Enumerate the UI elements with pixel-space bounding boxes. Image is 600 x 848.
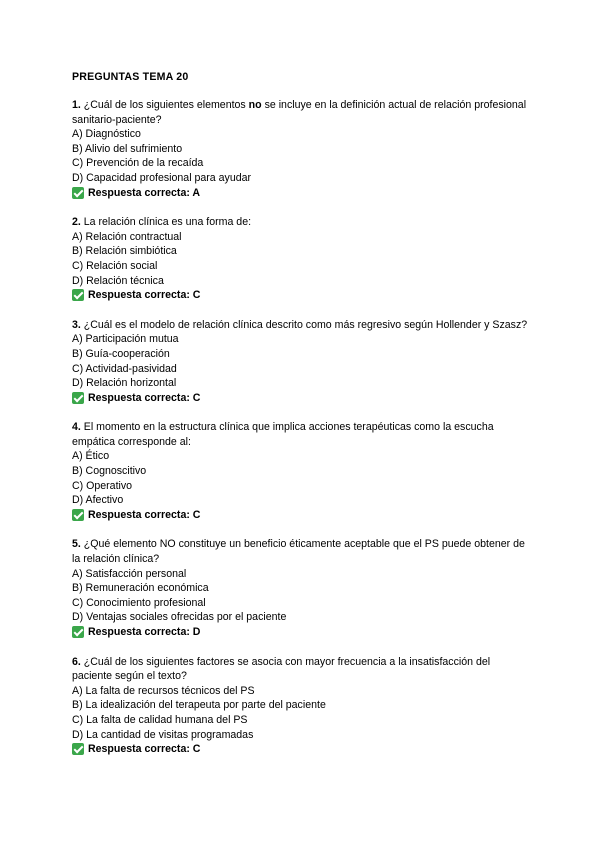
answer-option: D) Afectivo (72, 494, 124, 507)
correct-answer-text: Respuesta correcta: A (88, 186, 201, 199)
page-title: PREGUNTAS TEMA 20 (72, 71, 189, 83)
question-text (72, 215, 532, 230)
check-mark-icon (72, 187, 84, 199)
question-block (72, 537, 532, 639)
answer-option: D) La cantidad de visitas programadas (72, 728, 254, 741)
answer-option: D) Relación técnica (72, 274, 164, 287)
question-text-part: ¿Cuál de los siguientes elementos (80, 99, 249, 111)
check-mark-icon (72, 392, 84, 404)
answer-option: C) Actividad-pasividad (72, 362, 177, 375)
question-text-part: La relación clínica es una forma de: (80, 216, 252, 229)
answer-option: D) Capacidad profesional para ayudar (72, 171, 252, 184)
question-text-part: se incluye en la definición actual de relación profesional sanitario-paciente? (72, 99, 527, 126)
question-number: 5. (72, 538, 81, 551)
question-text-part: ¿Cuál es el modelo de relación clínica descrito como más regresivo según Hollender y Szasz? (80, 318, 528, 331)
check-mark-icon (72, 626, 84, 638)
question-block (72, 318, 532, 406)
correct-answer (72, 186, 532, 201)
correct-answer (72, 742, 532, 757)
question-block (72, 655, 532, 757)
question-number: 6. (72, 655, 81, 668)
question-number: 3. (72, 318, 81, 331)
question-block (72, 215, 532, 303)
answer-option: B) Alivio del sufrimiento (72, 142, 183, 155)
answer-option: C) Prevención de la recaída (72, 157, 204, 170)
correct-answer-text: Respuesta correcta: C (88, 743, 201, 756)
answer-option: A) La falta de recursos técnicos del PS (72, 684, 255, 697)
correct-answer-text: Respuesta correcta: C (88, 391, 201, 404)
question-block (72, 98, 532, 200)
answer-option: C) Operativo (72, 479, 133, 492)
question-text-part: El momento en la estructura clínica que implica acciones terapéuticas como la escucha empática corresponde al: (72, 421, 494, 448)
correct-answer (72, 508, 532, 523)
question-text (72, 537, 532, 566)
question-text (72, 318, 532, 333)
check-mark-icon (72, 743, 84, 755)
correct-answer-text: Respuesta correcta: C (88, 289, 201, 302)
answer-option: C) Relación social (72, 259, 158, 272)
answer-option: B) Relación simbiótica (72, 245, 177, 258)
correct-answer (72, 288, 532, 303)
question-number: 2. (72, 216, 81, 229)
answer-option: C) La falta de calidad humana del PS (72, 713, 248, 726)
question-number: 1. (72, 99, 81, 111)
question-text-part: ¿Cuál de los siguientes factores se asocia con mayor frecuencia a la insatisfacción del paciente según el texto? (72, 655, 491, 683)
answer-option: C) Conocimiento profesional (72, 596, 206, 609)
correct-answer-text: Respuesta correcta: C (88, 508, 201, 521)
question-text (72, 655, 532, 684)
answer-option: B) Remuneración económica (72, 582, 209, 595)
answer-option: D) Ventajas sociales ofrecidas por el paciente (72, 611, 287, 624)
check-mark-icon (72, 289, 84, 301)
question-text (72, 420, 532, 449)
answer-option: D) Relación horizontal (72, 377, 177, 390)
question-emphasis: no (248, 99, 262, 111)
question-text (72, 98, 532, 127)
answer-option: B) La idealización del terapeuta por parte del paciente (72, 699, 326, 712)
answer-option: A) Ético (72, 450, 110, 463)
question-list (72, 98, 532, 772)
correct-answer (72, 625, 532, 640)
correct-answer (72, 391, 532, 406)
answer-option: A) Relación contractual (72, 230, 182, 243)
answer-option: A) Satisfacción personal (72, 567, 187, 580)
answer-option: B) Guía-cooperación (72, 347, 170, 360)
check-mark-icon (72, 509, 84, 521)
question-block (72, 420, 532, 522)
correct-answer-text: Respuesta correcta: D (88, 626, 201, 638)
answer-option: B) Cognoscitivo (72, 465, 147, 478)
question-text-part: ¿Qué elemento NO constituye un beneficio éticamente aceptable que el PS puede obtener de la relación clínica? (72, 538, 525, 566)
answer-option: A) Participación mutua (72, 333, 179, 346)
answer-option: A) Diagnóstico (72, 128, 141, 141)
question-number: 4. (72, 421, 81, 434)
